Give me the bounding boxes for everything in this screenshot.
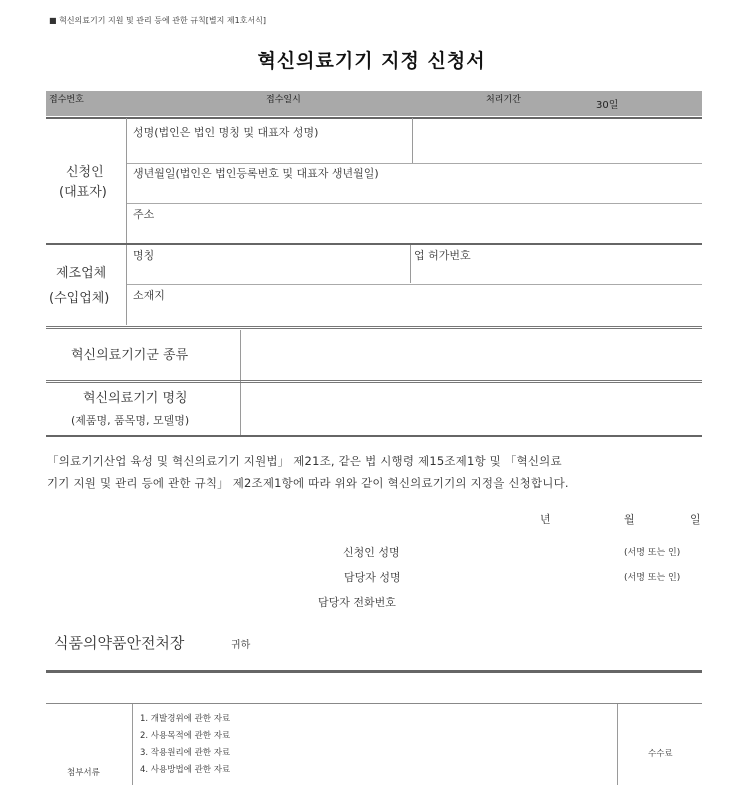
column-divider	[132, 704, 133, 785]
form-note: ■ 혁신의료기기 지원 및 관리 등에 관한 규칙[별지 제1호서식]	[49, 16, 266, 25]
applicant-birth-field[interactable]: 생년월일(법인은 법인등록번호 및 대표자 생년월일)	[133, 167, 379, 180]
fee-label: 수수료	[648, 749, 673, 759]
contact-phone-label: 담당자 전화번호	[318, 596, 396, 609]
applicant-address-field[interactable]: 주소	[133, 208, 155, 221]
column-divider	[126, 118, 127, 243]
manufacturer-name-field[interactable]: 명칭	[133, 249, 155, 262]
manufacturer-license-field[interactable]: 업 허가번호	[414, 249, 471, 262]
device-group-field[interactable]	[241, 332, 702, 378]
attachment-item: 3. 작용원리에 관한 자료	[140, 748, 231, 758]
attachments-label: 첨부서류	[67, 768, 100, 778]
attachment-item: 2. 사용목적에 관한 자료	[140, 731, 231, 741]
section-divider	[46, 117, 702, 119]
manufacturer-location-field[interactable]: 소재지	[133, 289, 165, 302]
row-divider	[127, 284, 702, 285]
date-month: 월	[624, 513, 635, 526]
row-divider	[127, 163, 702, 164]
date-day: 일	[690, 513, 701, 526]
recipient-suffix: 귀하	[231, 640, 251, 651]
form-title: 혁신의료기기 지정 신청서	[257, 50, 486, 72]
attachment-item: 4. 사용방법에 관한 자료	[140, 765, 231, 775]
column-divider	[410, 245, 411, 283]
applicant-signature-field[interactable]: (서명 또는 인)	[624, 548, 681, 558]
device-name-field[interactable]	[241, 386, 702, 434]
column-divider	[617, 704, 618, 785]
recipient-name: 식품의약품안전처장	[54, 634, 185, 652]
contact-name-label: 담당자 성명	[344, 571, 401, 584]
applicant-name-label: 신청인 성명	[343, 546, 400, 559]
row-divider	[127, 203, 702, 204]
date-year: 년	[540, 513, 551, 526]
contact-signature-field[interactable]: (서명 또는 인)	[624, 573, 681, 583]
processing-period-value: 30일	[596, 100, 619, 111]
section-divider	[46, 243, 702, 245]
receipt-number-label: 접수번호	[49, 95, 84, 105]
device-name-label: 혁신의료기기 명칭	[83, 391, 188, 406]
manufacturer-section-label: 제조업체	[56, 266, 107, 281]
manufacturer-section-sublabel: (수입업체)	[49, 291, 110, 306]
processing-period-label: 처리기간	[486, 95, 521, 105]
device-name-sublabel: (제품명, 품목명, 모델명)	[71, 414, 190, 427]
section-divider	[46, 435, 702, 437]
device-group-label: 혁신의료기기군 종류	[71, 348, 189, 363]
statement-line-2: 기기 지원 및 관리 등에 관한 규칙」 제2조제1항에 따라 위와 같이 혁신의료기기의 지정을 신청합니다.	[47, 476, 569, 490]
statement-line-1: 「의료기기산업 육성 및 혁신의료기기 지원법」 제21조, 같은 법 시행령 제15조제1항 및 「혁신의료	[47, 454, 562, 468]
applicant-section-sublabel: (대표자)	[59, 185, 107, 200]
column-divider	[412, 118, 413, 163]
section-divider	[46, 670, 702, 673]
attachments-top-border	[46, 703, 702, 704]
section-divider	[46, 326, 702, 329]
receipt-date-label: 접수일시	[266, 95, 301, 105]
column-divider	[126, 245, 127, 325]
attachment-item: 1. 개발경위에 관한 자료	[140, 714, 231, 724]
section-divider	[46, 380, 702, 383]
applicant-name-field[interactable]: 성명(법인은 법인 명칭 및 대표자 성명)	[133, 126, 319, 139]
applicant-section-label: 신청인	[66, 165, 104, 180]
